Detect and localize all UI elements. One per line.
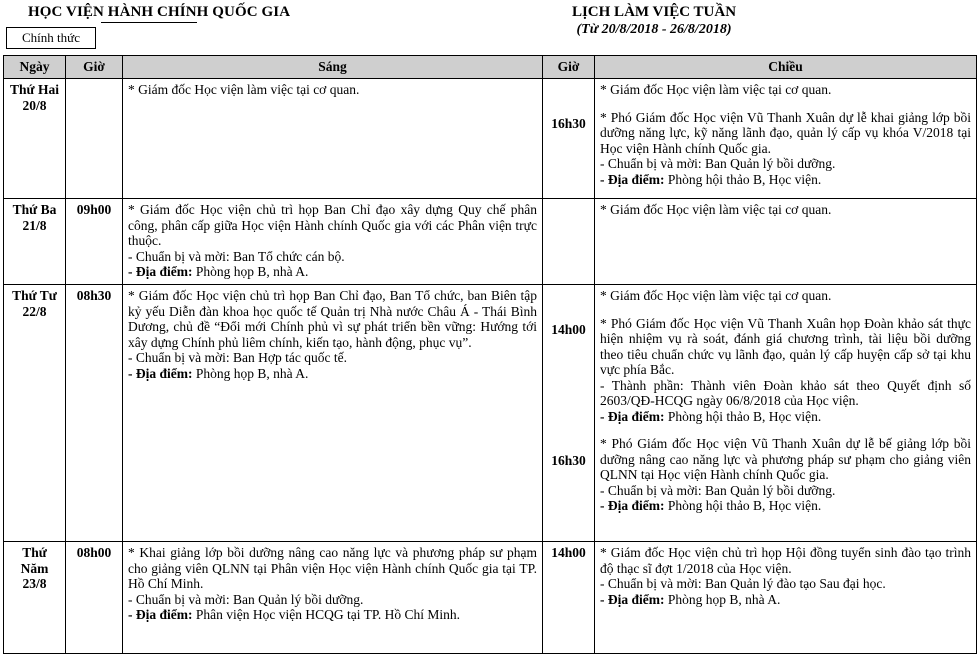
schedule-table	[3, 55, 977, 654]
morning-activity: * Giám đốc Học viện làm việc tại cơ quan.	[128, 82, 360, 97]
morning-time-cell	[66, 79, 123, 199]
day-cell	[4, 285, 66, 542]
afternoon-time: 16h30	[551, 116, 586, 131]
afternoon-prep: - Chuẩn bị và mời: Ban Quản lý bồi dưỡng.	[600, 482, 836, 498]
day-date: 21/8	[22, 217, 47, 233]
morning-time-cell: 08h00	[66, 542, 123, 654]
place-value: Phòng hội thảo B, Học viện.	[664, 171, 822, 187]
day-date: 23/8	[22, 576, 47, 591]
day-name: Thứ Năm	[20, 545, 49, 576]
place-value: Phòng họp B, nhà A.	[192, 264, 309, 279]
place-value: Phòng họp B, nhà A.	[192, 365, 309, 381]
afternoon-time-cell	[543, 199, 595, 285]
table-row	[4, 285, 977, 542]
afternoon-activity: * Giám đốc Học viện chủ trì họp Hội đồng tuyển sinh đào tạo trình độ thạc sĩ đợt 1/2018 của Học viện.	[600, 545, 971, 576]
table-row	[4, 199, 977, 285]
afternoon-cell	[595, 79, 977, 199]
afternoon-place	[600, 498, 971, 514]
morning-prep: - Chuẩn bị và mời: Ban Quản lý bồi dưỡng.	[128, 591, 364, 607]
afternoon-activity: * Phó Giám đốc Học viện Vũ Thanh Xuân họp Đoàn khảo sát thực hiện nhiệm vụ rà soát, đánh giá chương trình, tài liệu bồi dưỡng theo tiêu chuẩn chức vụ lãnh đạo, quản lý cấp huyện cấp sở tại khu vực phía Bắc.	[600, 315, 971, 377]
column-header-afternoon: Chiều	[595, 56, 977, 79]
morning-activity: * Giám đốc Học viện chủ trì họp Ban Chỉ đạo xây dựng Quy chế phân công, phân cấp giữa Học viện Hành chính Quốc gia với các Phân viện trực thuộc.	[128, 202, 537, 248]
place-label: - Địa điểm:	[600, 591, 665, 607]
morning-cell	[123, 79, 543, 199]
place-value: Phòng họp B, nhà A.	[664, 591, 781, 607]
afternoon-time-cell	[543, 79, 595, 199]
place-label: - Địa điểm:	[128, 264, 193, 279]
organization-name: HỌC VIỆN HÀNH CHÍNH QUỐC GIA	[28, 4, 291, 20]
table-row	[4, 542, 977, 654]
place-label: - Địa điểm:	[128, 607, 193, 622]
afternoon-place	[600, 592, 971, 608]
afternoon-cell	[595, 199, 977, 285]
day-name: Thứ Tư	[12, 288, 57, 303]
morning-place	[128, 366, 537, 382]
day-cell	[4, 542, 66, 654]
place-label: - Địa điểm:	[600, 498, 665, 513]
morning-place	[128, 264, 537, 280]
morning-time-cell: 09h00	[66, 199, 123, 285]
morning-activity: * Khai giảng lớp bồi dưỡng nâng cao năng lực và phương pháp sư phạm cho giảng viên QLNN tại Phân viện Học viện Hành chính Quốc gia tại TP. Hồ Chí Minh.	[128, 545, 537, 591]
afternoon-activity: * Giám đốc Học viện làm việc tại cơ quan.	[600, 82, 832, 97]
afternoon-place	[600, 409, 971, 425]
organization-underline	[101, 22, 197, 23]
afternoon-time-cell: 14h00	[543, 542, 595, 654]
day-date: 20/8	[22, 97, 47, 113]
morning-place	[128, 607, 537, 623]
day-name: Thứ Hai	[10, 82, 59, 97]
column-header-afternoon-time: Giờ	[543, 56, 595, 79]
table-header-row	[4, 56, 977, 79]
afternoon-members: - Thành phần: Thành viên Đoàn khảo sát theo Quyết định số 2603/QĐ-HCQG ngày 06/8/2018 của Học viện.	[600, 377, 971, 408]
morning-cell	[123, 285, 543, 542]
morning-prep: - Chuẩn bị và mời: Ban Hợp tác quốc tế.	[128, 350, 347, 365]
place-value: Phòng hội thảo B, Học viện.	[664, 408, 822, 424]
afternoon-time: 14h00	[551, 322, 586, 337]
afternoon-prep: - Chuẩn bị và mời: Ban Quản lý đào tạo Sau đại học.	[600, 576, 886, 591]
day-cell	[4, 79, 66, 199]
afternoon-activity: * Phó Giám đốc Học viện Vũ Thanh Xuân dự lễ bế giảng lớp bồi dưỡng nâng cao năng lực và phương pháp sư phạm cho giảng viên QLNN tại Học viện Hành chính Quốc gia.	[600, 436, 971, 482]
afternoon-prep: - Chuẩn bị và mời: Ban Quản lý bồi dưỡng.	[600, 156, 836, 171]
afternoon-activity: * Giám đốc Học viện làm việc tại cơ quan.	[600, 202, 832, 217]
afternoon-time: 16h30	[551, 452, 586, 468]
place-label: - Địa điểm:	[128, 365, 193, 381]
afternoon-place	[600, 172, 971, 188]
place-label: - Địa điểm:	[600, 408, 665, 424]
morning-activity: * Giám đốc Học viện chủ trì họp Ban Chỉ đạo, Ban Tổ chức, ban Biên tập kỷ yếu Diễn đàn khoa học quốc tế Quản trị Nhà nước Châu Á - Thái Bình Dương, chủ đề “Đổi mới Chính phủ vì sự phát triển bền vững: Hướng tới xây dựng Chính phủ liêm chính, kiến tạo, hành động, phục vụ”.	[128, 288, 537, 350]
place-value: Phòng hội thảo B, Học viện.	[664, 498, 822, 513]
column-header-morning: Sáng	[123, 56, 543, 79]
afternoon-activity: * Phó Giám đốc Học viện Vũ Thanh Xuân dự lễ khai giảng lớp bồi dưỡng năng lực, kỹ năng lãnh đạo, quản lý cấp vụ khóa V/2018 tại Học viện Hành chính Quốc gia.	[600, 109, 971, 156]
schedule-title: LỊCH LÀM VIỆC TUẦN	[571, 4, 737, 20]
morning-time-cell: 08h30	[66, 285, 123, 542]
afternoon-time-cell	[543, 285, 595, 542]
afternoon-cell	[595, 285, 977, 542]
table-row	[4, 79, 977, 199]
place-label: - Địa điểm:	[600, 171, 665, 187]
day-cell	[4, 199, 66, 285]
day-date: 22/8	[22, 303, 47, 319]
column-header-morning-time: Giờ	[66, 56, 123, 79]
morning-cell	[123, 199, 543, 285]
place-value: Phân viện Học viện HCQG tại TP. Hồ Chí Minh.	[192, 607, 460, 622]
status-badge: Chính thức	[6, 27, 96, 49]
afternoon-cell	[595, 542, 977, 654]
schedule-date-range: (Từ 20/8/2018 - 26/8/2018)	[576, 22, 732, 37]
column-header-day: Ngày	[4, 56, 66, 79]
morning-cell	[123, 542, 543, 654]
afternoon-activity: * Giám đốc Học viện làm việc tại cơ quan.	[600, 288, 832, 303]
morning-prep: - Chuẩn bị và mời: Ban Tổ chức cán bộ.	[128, 248, 345, 264]
day-name: Thứ Ba	[12, 202, 57, 217]
